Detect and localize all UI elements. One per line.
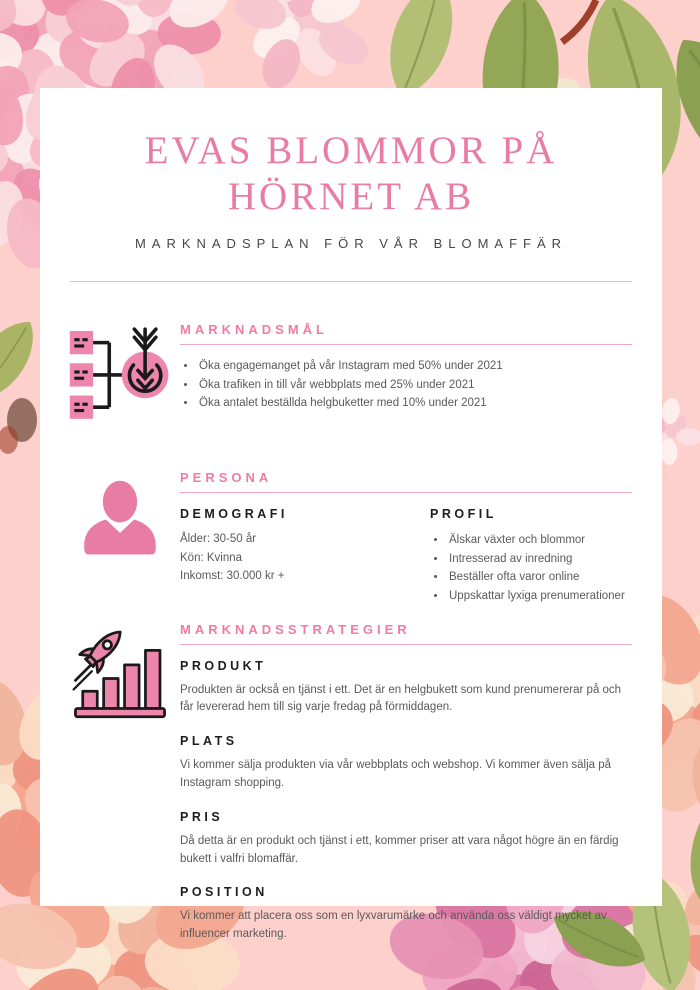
position-title: POSITION xyxy=(180,885,268,900)
title-line-2: HÖRNET AB xyxy=(227,175,475,219)
strategier-title: MARKNADSSTRATEGIER xyxy=(180,622,632,645)
produkt-title: PRODUKT xyxy=(180,658,267,673)
demografi-line: Kön: Kvinna xyxy=(180,551,243,564)
marketing-goals-list xyxy=(180,357,632,413)
persona-content xyxy=(180,470,632,606)
profil-list xyxy=(430,531,632,606)
demografi-column xyxy=(180,507,430,606)
page-subtitle: MARKNADSPLAN FÖR VÅR BLOMAFFÄR xyxy=(134,236,568,252)
profil-item: • Älskar växter och blommor xyxy=(447,531,632,550)
profil-title: PROFIL xyxy=(430,507,497,522)
section-marknadsmal xyxy=(40,322,662,424)
profil-item: • Beställer ofta varor online xyxy=(447,568,632,587)
pris-title: PRIS xyxy=(180,809,224,824)
position-text: Vi kommer att placera oss som en lyxvarumärke och använda oss väldigt mycket av influencer marketing. xyxy=(180,910,607,941)
rocket-growth-chart-icon xyxy=(68,624,172,724)
profil-item: • Uppskattar lyxiga prenumerationer xyxy=(447,587,632,606)
title-line-1: EVAS BLOMMOR PÅ xyxy=(144,129,558,172)
section-marknadsstrategier xyxy=(40,622,662,945)
profil-item: • Intresserad av inredning xyxy=(447,550,632,569)
plats-text: Vi kommer sälja produkten via vår webbplats och webshop. Vi kommer även sälja på Instagram shopping. xyxy=(180,759,612,789)
persona-columns xyxy=(180,507,632,606)
section-persona xyxy=(40,470,662,606)
block-plats xyxy=(180,734,632,793)
goal-item: • Öka engagemanget på vår Instagram med 50% under 2021 xyxy=(197,357,632,376)
plats-title: PLATS xyxy=(180,734,238,749)
document-card xyxy=(40,88,662,941)
strategier-icon-box xyxy=(60,622,180,945)
marknadsmal-title: MARKNADSMÅL xyxy=(180,322,632,345)
header-divider xyxy=(70,281,632,282)
demografi-line: Ålder: 30-50 år xyxy=(180,533,257,546)
marknadsmal-icon-box xyxy=(60,322,180,424)
block-pris xyxy=(180,810,632,869)
person-icon xyxy=(79,472,161,564)
hydrangea-top-center xyxy=(231,0,374,94)
goal-item: • Öka trafiken in till vår webbplats med 25% under 2021 xyxy=(197,376,632,395)
pris-text: Då detta är en produkt och tjänst i ett, kommer priser att vara något högre än en färdig bukett i valfri blomaffär. xyxy=(180,834,619,865)
block-position xyxy=(180,885,632,944)
goal-item: • Öka antalet beställda helgbuketter med 10% under 2021 xyxy=(197,394,632,413)
persona-title: PERSONA xyxy=(180,470,632,493)
marknadsmal-content xyxy=(180,322,632,424)
page-title xyxy=(60,128,642,220)
demografi-line: Inkomst: 30.000 kr + xyxy=(180,570,285,583)
produkt-text: Produkten är också en tjänst i ett. Det är en helgbukett som kund prenumererar på och får levererad hem till sig varje fredag på förmiddagen. xyxy=(180,683,622,714)
block-produkt xyxy=(180,659,632,718)
hierarchy-target-icon xyxy=(68,324,172,424)
persona-icon-box xyxy=(60,470,180,606)
strategier-content xyxy=(180,622,632,945)
profil-column xyxy=(430,507,632,606)
demografi-title: DEMOGRAFI xyxy=(180,507,288,522)
